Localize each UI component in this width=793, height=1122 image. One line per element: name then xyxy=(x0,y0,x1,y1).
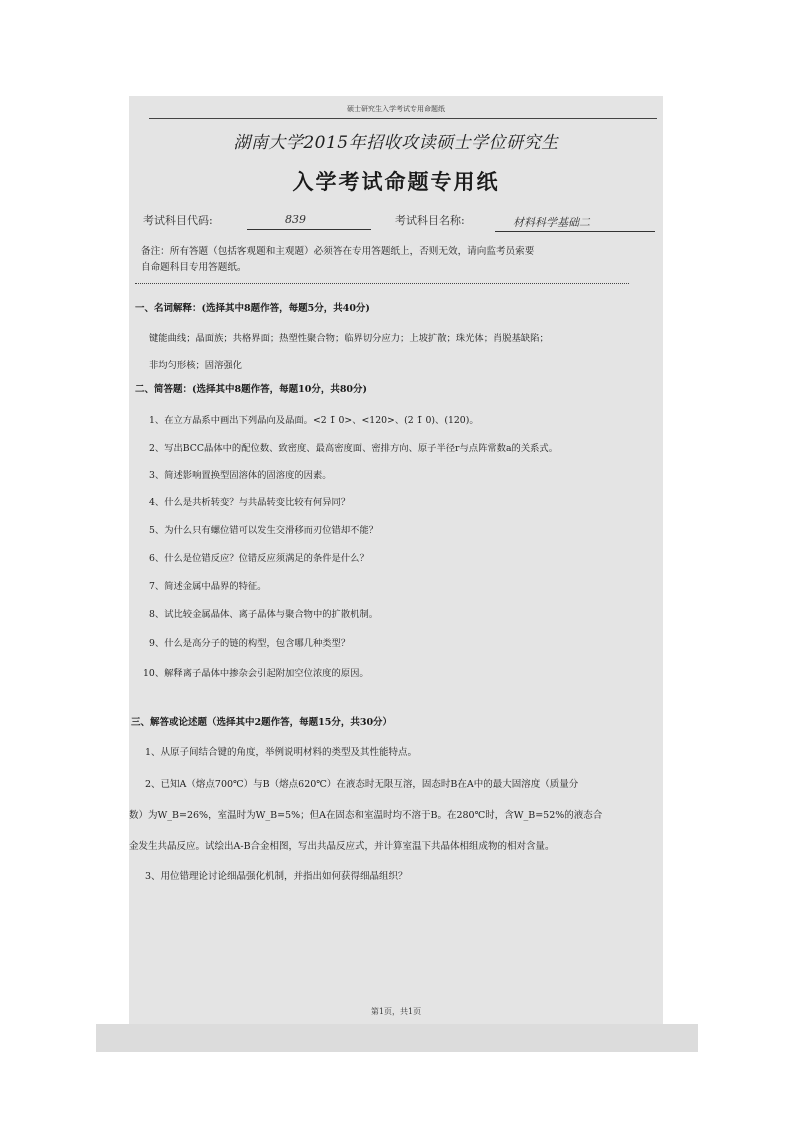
section3-q2-line2: 数）为W_B=26%，室温时为W_B=5%；但A在固态和室温时均不溶于B。在280℃时，含W_B=52%的液态合 xyxy=(129,810,603,821)
section2-item-4: 4、什么是共析转变？与共晶转变比较有何异同？ xyxy=(149,497,351,508)
page-number: 第1页，共1页 xyxy=(370,1007,422,1016)
title-line2: 入学考试命题专用纸 xyxy=(292,169,500,194)
section2-item-3: 3、简述影响置换型固溶体的固溶度的因素。 xyxy=(149,470,332,481)
dotted-separator xyxy=(135,283,629,284)
section3-q1: 1、从原子间结合键的角度，举例说明材料的类型及其性能特点。 xyxy=(145,747,418,758)
section1-terms-line1: 键能曲线；晶面族；共格界面；热塑性聚合物；临界切分应力；上坡扩散；珠光体；肖脱基缺陷； xyxy=(149,333,549,344)
section1-heading: 一、名词解释：(选择其中8题作答，每题5分，共40分) xyxy=(135,303,370,314)
section2-item-2: 2、写出BCC晶体中的配位数、致密度、最高密度面、密排方向、原子半径r与点阵常数a的关系式。 xyxy=(149,443,559,454)
note-line1: 备注：所有答题（包括客观题和主观题）必须答在专用答题纸上，否则无效，请向监考员索要 xyxy=(141,246,535,257)
subject-name-value: 材料科学基础二 xyxy=(513,216,590,229)
subject-code-label: 考试科目代码: xyxy=(143,214,213,227)
section2-item-7: 7、简述金属中晶界的特征。 xyxy=(149,581,267,592)
section2-item-5: 5、为什么只有螺位错可以发生交滑移而刃位错却不能？ xyxy=(149,525,379,536)
top-caption: 硕士研究生入学考试专用命题纸 xyxy=(347,105,445,113)
section2-heading: 二、简答题：(选择其中8题作答，每题10分，共80分) xyxy=(135,384,368,395)
subject-name-underline xyxy=(495,231,655,232)
section2-item-9: 9、什么是高分子的链的构型，包含哪几种类型？ xyxy=(149,638,351,649)
section1-terms-line2: 非均匀形核；固溶强化 xyxy=(149,360,242,371)
note-line2: 自命题科目专用答题纸。 xyxy=(141,262,247,273)
title-line1: 湖南大学2015年招收攻读硕士学位研究生 xyxy=(233,133,559,153)
section2-item-1: 1、在立方晶系中画出下列晶向及晶面。<2 1̄ 0>、<120>、(2 1̄ 0)、(120)。 xyxy=(149,415,479,426)
section3-q2-line1: 2、已知A（熔点700℃）与B（熔点620℃）在液态时无限互溶，固态时B在A中的最大固溶度（质量分 xyxy=(145,779,579,790)
footer-band xyxy=(96,1024,698,1052)
exam-sheet xyxy=(129,96,663,1024)
section2-item-8: 8、试比较金属晶体、离子晶体与聚合物中的扩散机制。 xyxy=(149,609,379,620)
section3-q3: 3、用位错理论讨论细晶强化机制，并指出如何获得细晶组织？ xyxy=(145,871,408,882)
header-rule xyxy=(149,118,657,119)
section3-q2-line3: 金发生共晶反应。试绘出A-B合金相图，写出共晶反应式，并计算室温下共晶体相组成物的相对含量。 xyxy=(129,841,555,852)
section2-item-6: 6、什么是位错反应？位错反应须满足的条件是什么？ xyxy=(149,553,369,564)
section2-item-10: 10、解释离子晶体中掺杂会引起附加空位浓度的原因。 xyxy=(143,668,369,679)
subject-code-underline xyxy=(247,229,371,230)
subject-name-label: 考试科目名称: xyxy=(395,214,465,227)
section3-heading: 三、解答或论述题（选择其中2题作答，每题15分，共30分） xyxy=(131,717,393,728)
subject-code-value: 839 xyxy=(285,213,306,226)
